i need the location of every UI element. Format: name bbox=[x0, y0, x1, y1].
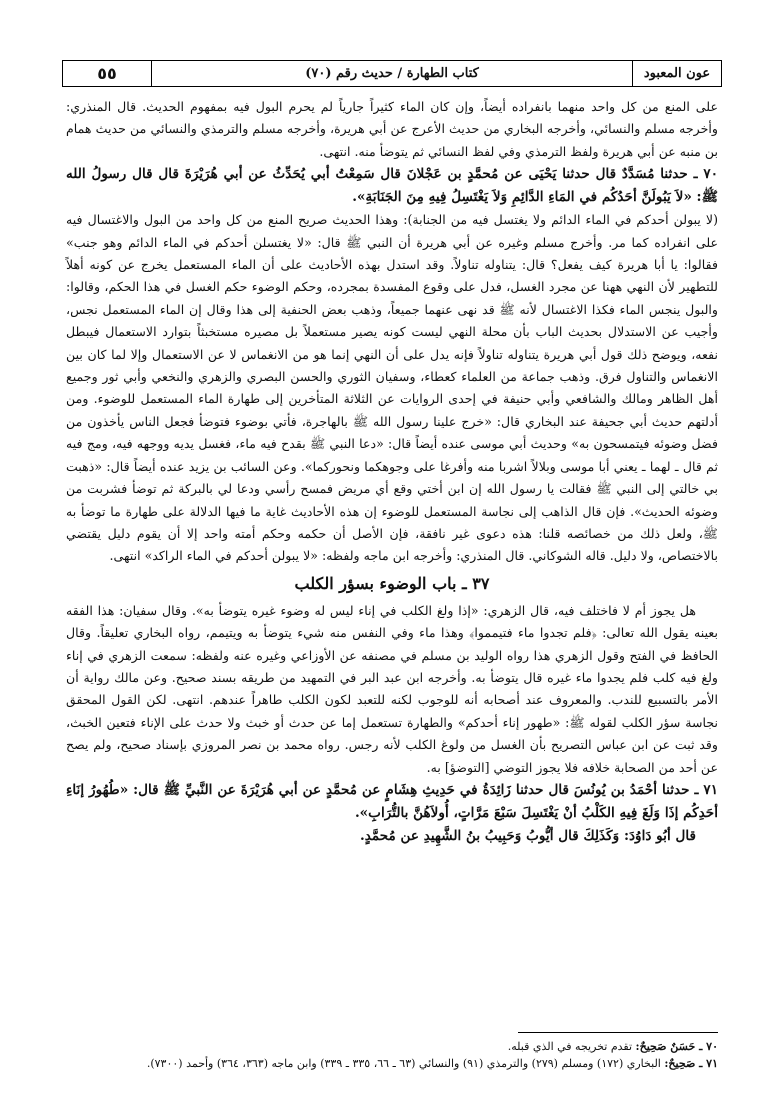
footnote-divider bbox=[518, 1032, 718, 1033]
hadith-71: ٧١ ـ حدثنا أحْمَدُ بن يُونُسَ قال حدثنا زَائِدَةُ في حَدِيثِ هِشَامٍ عن مُحمَّدٍ عن أبي هُرَيْرَةَ عن النَّبيِّ ﷺ قال: «طُهُورُ إنَاءِ أحَدِكُم إذَا وَلَغَ فِيهِ الكَلْبُ أنْ يَغْتَسِلَ سَبْعَ مَرَّاتٍ، أُولاَهُنَّ بالتُّرَابِ». bbox=[66, 781, 718, 821]
main-text bbox=[66, 96, 718, 848]
footnote-text: البخاري (١٧٢) ومسلم (٢٧٩) والترمذي (٩١) والنسائي (٦٣ ـ ٦٦، ٣٣٥ ـ ٣٣٩) وابن ماجه (٣٦٣، ٣٦٤) وأحمد (٧٣٠٠). bbox=[146, 1057, 661, 1070]
section-title: ٣٧ ـ باب الوضوء بسؤر الكلب bbox=[294, 573, 490, 593]
footnote-label: ٧١ ـ صَحِيحٌ: bbox=[664, 1057, 718, 1070]
paragraph-commentary-2: (لا يبولن أحدكم في الماء الدائم ولا يغتسل فيه من الجنابة): وهذا الحديث صريح المنع من كل واحد من البول والاغتسال فيه على انفراده كما مر. وأخرج مسلم وغيره عن أبي هريرة أن النبي ﷺ قال: «لا يغتسلن أحدكم في الماء الدائم وهو جنب» فقالوا: يا أبا هريرة كيف يفعل؟ قال: يتناوله تناولاً. وقد استدل بهذه الأحاديث على أن الماء المستعمل يخرج عن كونه أهلاً للتطهير لأن النهي ههنا عن مجرد الغسل، فدل على وقوع المفسدة بمجرده، وحكم الوضوء حكم الغسل في هذا الحكم، وقالوا: والبول ينجس الماء فكذا الاغتسال لأنه ﷺ قد نهى عنهما جميعاً، وذهب بعض الحنفية إلى هذا وقال إن الماء المستعمل نجس، وأجيب عن الاستدلال بحديث الباب بأن محلة النهي ليست كونه يصير مستعملاً بل مصيره مستخبثاً بتوارد الاستعمال فيبطل نفعه، ويوضح ذلك قول أبي هريرة يتناوله تناولاً فإنه يدل على أن النهي إنما هو من الانغماس لا عن الاستعمال وإلا لما كان بين الانغماس والتناول فرق. وذهب جماعة من العلماء كعطاء، وسفيان الثوري والحسن البصري والزهري والنخعي وأبي ثور وجميع أهل الظاهر ومالك والشافعي وأبي حنيفة في إحدى الروايات عن الثلاثة المتأخرين إلى طهارة الماء المستعمل للوضوء. ومن أدلتهم حديث أبي جحيفة عند البخاري قال: «خرج علينا رسول الله ﷺ بالهاجرة، فأتي بوضوء فتوضأ فجعل الناس يأخذون من فضل وضوئه فيتمسحون به» وحديث أبي موسى عنده أيضاً قال: «دعا النبي ﷺ بقدح فيه ماء، فغسل يديه ووجهه فيه، ومج فيه ثم قال ـ لهما ـ يعني أبا موسى وبلالاً اشربا منه وأفرغا على وجوهكما ونحوركما». وعن السائب بن يزيد عنده أيضاً قال: «ذهبت بي خالتي إلى النبي ﷺ فقالت يا رسول الله إن ابن أختي وقع أي مريض فمسح رأسي ودعا لي بالبركة ثم توضأ فشربت من وضوئه الحديث». فإن قال الذاهب إلى نجاسة المستعمل للوضوء إن هذه الأحاديث غاية ما فيها الدلالة على طهارة ما توضأ به ﷺ، ولعل ذلك من خصائصه قلنا: هذه دعوى غير نافقة، فإن الأصل أن حكمه وحكم أمته واحد إلا أن يقوم دليل يقتضي بالاختصاص، ولا دليل. قاله الشوكاني. قال المنذري: وأخرجه ابن ماجه ولفظه: «لا يبولن أحدكم في الماء الراكد» انتهى. bbox=[66, 212, 718, 564]
chapter-title: كتاب الطهارة / حديث رقم (٧٠) bbox=[151, 61, 632, 86]
paragraph-commentary-3: هل يجوز أم لا فاختلف فيه، قال الزهري: «إذا ولغ الكلب في إناء ليس له وضوء غيره يتوضأ به». وقال سفيان: هذا الفقه بعينه يقول الله تعالى: ﴿فلم تجدوا ماء فتيمموا﴾ وهذا ماء وفي النفس منه شيء يتوضأ به ويتيمم، رواه البخاري تعليقاً. وقال الحافظ في الفتح وقول الزهري هذا رواه الوليد بن مسلم في مصنفه عن الأوزاعي وغيره عنه ولفظه: سمعت الزهري في إناء ولغ فيه كلب فلم يجدوا ماء غيره قال يتوضأ به. وأخرجه ابن عبد البر في التمهيد من طريقه بسند صحيح. وعن مالك رواية أن الأمر بالتسبيع للندب. والمعروف عند أصحابه أنه للوجوب لكنه للتعبد لكون الكلب طاهراً عندهم. انتهى. لكن القول المحقق نجاسة سؤر الكلب لقوله ﷺ: «طهور إناء أحدكم» والطهارة تستعمل إما عن حدث أو خبث ولا حدث على الإناء فتعين الخبث، وقد ثبت عن ابن عباس التصريح بأن الغسل من ولوغ الكلب لأنه رجس. رواه محمد بن نصر المروزي بإسناد صحيح، ولم يصح عن أحد من الصحابة خلافه فلا يجوز التوضي [التوضؤ] به. bbox=[66, 602, 718, 775]
paragraph-commentary-1: على المنع من كل واحد منهما بانفراده أيضاً، وإن كان الماء كثيراً جارياً لم يحرم البول فيه بمفهوم الحديث. قال المنذري: وأخرجه مسلم والنسائي، وأخرجه البخاري من حديث الأعرج عن أبي هريرة، وأخرجه مسلم والترمذي والنسائي من حديث همام بن منبه عن أبي هريرة ولفظ الترمذي وفي لفظ النسائي ثم يتوضأ منه. انتهى. bbox=[66, 99, 718, 159]
footnotes bbox=[66, 1038, 718, 1072]
book-title: عون المعبود bbox=[632, 61, 721, 86]
page-number: ٥٥ bbox=[97, 64, 117, 83]
footnote-text: تقدم تخريجه في الذي قبله. bbox=[507, 1040, 633, 1053]
footnote-label: ٧٠ ـ حَسَنٌ صَحِيحٌ: bbox=[635, 1040, 718, 1053]
footnote-71 bbox=[66, 1055, 718, 1072]
page-header bbox=[62, 60, 722, 87]
abu-dawud-note: قال أبُو دَاوُدَ: وَكَذَلِكَ قال أيُّوبُ وَحَبِيبُ بنُ الشَّهِيدِ عن مُحمَّدٍ. bbox=[359, 827, 696, 844]
footnote-70 bbox=[66, 1038, 718, 1055]
hadith-70: ٧٠ ـ حدثنا مُسَدَّدٌ قال حدثنا يَحْيَى عن مُحمَّدٍ بن عَجْلانَ قال سَمِعْتُ أبي يُحَدِّثُ عن أبي هُرَيْرَةَ قال قال رسولُ الله ﷺ: «لاَ يَبُولَنَّ أحَدُكُم في المَاءِ الدَّائِمِ وَلاَ يَغْتَسِلُ فِيهِ مِنَ الجَنَابَةِ». bbox=[66, 166, 718, 206]
